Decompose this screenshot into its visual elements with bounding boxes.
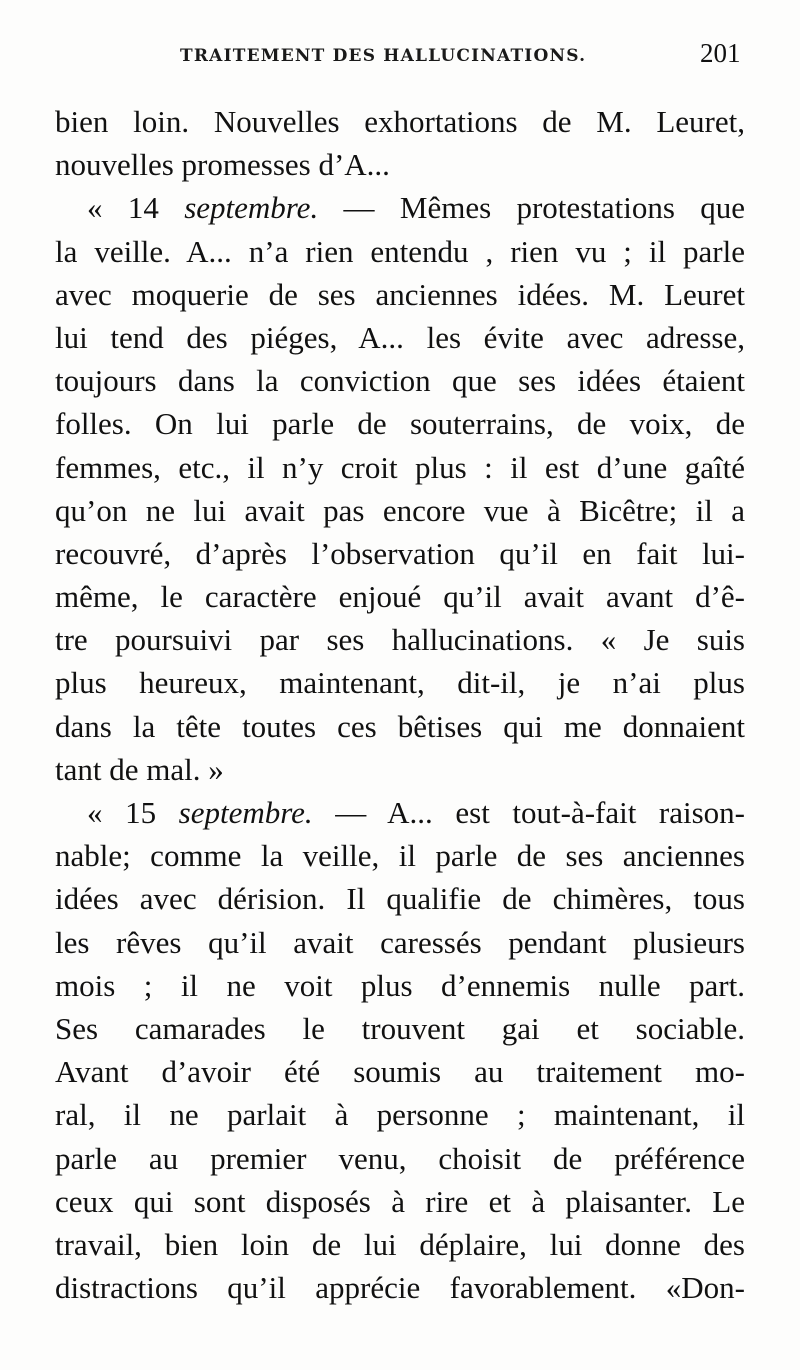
text-line: idées avec dérision. Il qualifie de chimères, tous: [55, 881, 745, 917]
text-line: les rêves qu’il avait caressés pendant plusieurs: [55, 924, 745, 960]
text-line: tant de mal. »: [55, 751, 224, 787]
text-line: nable; comme la veille, il parle de ses anciennes: [55, 838, 745, 874]
entry-date-prefix: « 14: [87, 190, 185, 226]
text-line: nouvelles promesses d’A...: [55, 147, 390, 183]
text-line: plus heureux, maintenant, dit-il, je n’ai plus: [55, 665, 745, 701]
text-line: la veille. A... n’a rien entendu , rien vu ; il parle: [55, 233, 745, 269]
page-number: 201: [700, 38, 741, 68]
text-line: toujours dans la conviction que ses idées étaient: [55, 363, 745, 399]
running-title: TRAITEMENT DES HALLUCINATIONS.: [180, 46, 587, 66]
entry-date-prefix: « 15: [87, 795, 179, 830]
text-line: avec moquerie de ses anciennes idées. M. Leuret: [55, 276, 745, 312]
text-line: qu’on ne lui avait pas encore vue à Bicêtre; il a: [55, 492, 745, 528]
running-head: [0, 36, 800, 76]
text-line: parle au premier venu, choisit de préférence: [55, 1140, 745, 1176]
entry-date: septembre.: [178, 795, 313, 830]
entry-date: septembre.: [184, 190, 319, 226]
text-line: ral, il ne parlait à personne ; maintenant, il: [55, 1097, 745, 1133]
text-line: même, le caractère enjoué qu’il avait avant d’ê-: [55, 579, 745, 615]
text-line: femmes, etc., il n’y croit plus : il est d’une gaîté: [55, 449, 745, 485]
text-line: distractions qu’il apprécie favorablement. «Don-: [55, 1270, 745, 1306]
text-line: ceux qui sont disposés à rire et à plaisanter. Le: [55, 1183, 745, 1219]
text-line: recouvré, d’après l’observation qu’il en fait lui-: [55, 535, 745, 571]
text-line: folles. On lui parle de souterrains, de voix, de: [55, 406, 745, 442]
text-line: mois ; il ne voit plus d’ennemis nulle part.: [55, 967, 745, 1003]
text-line: [55, 186, 745, 229]
body-text: [55, 100, 745, 1309]
entry-text: — A... est tout-à-fait raison-: [312, 795, 745, 830]
entry-text: — Mêmes protestations que: [318, 190, 745, 226]
text-line: [55, 791, 745, 834]
text-line: bien loin. Nouvelles exhortations de M. Leuret,: [55, 104, 745, 139]
text-line: Avant d’avoir été soumis au traitement mo-: [55, 1054, 745, 1090]
text-line: Ses camarades le trouvent gai et sociable.: [55, 1010, 745, 1046]
text-line: travail, bien loin de lui déplaire, lui donne des: [55, 1226, 745, 1262]
text-line: tre poursuivi par ses hallucinations. « Je suis: [55, 622, 745, 658]
text-line: dans la tête toutes ces bêtises qui me donnaient: [55, 708, 745, 744]
text-line: lui tend des piéges, A... les évite avec adresse,: [55, 319, 745, 355]
